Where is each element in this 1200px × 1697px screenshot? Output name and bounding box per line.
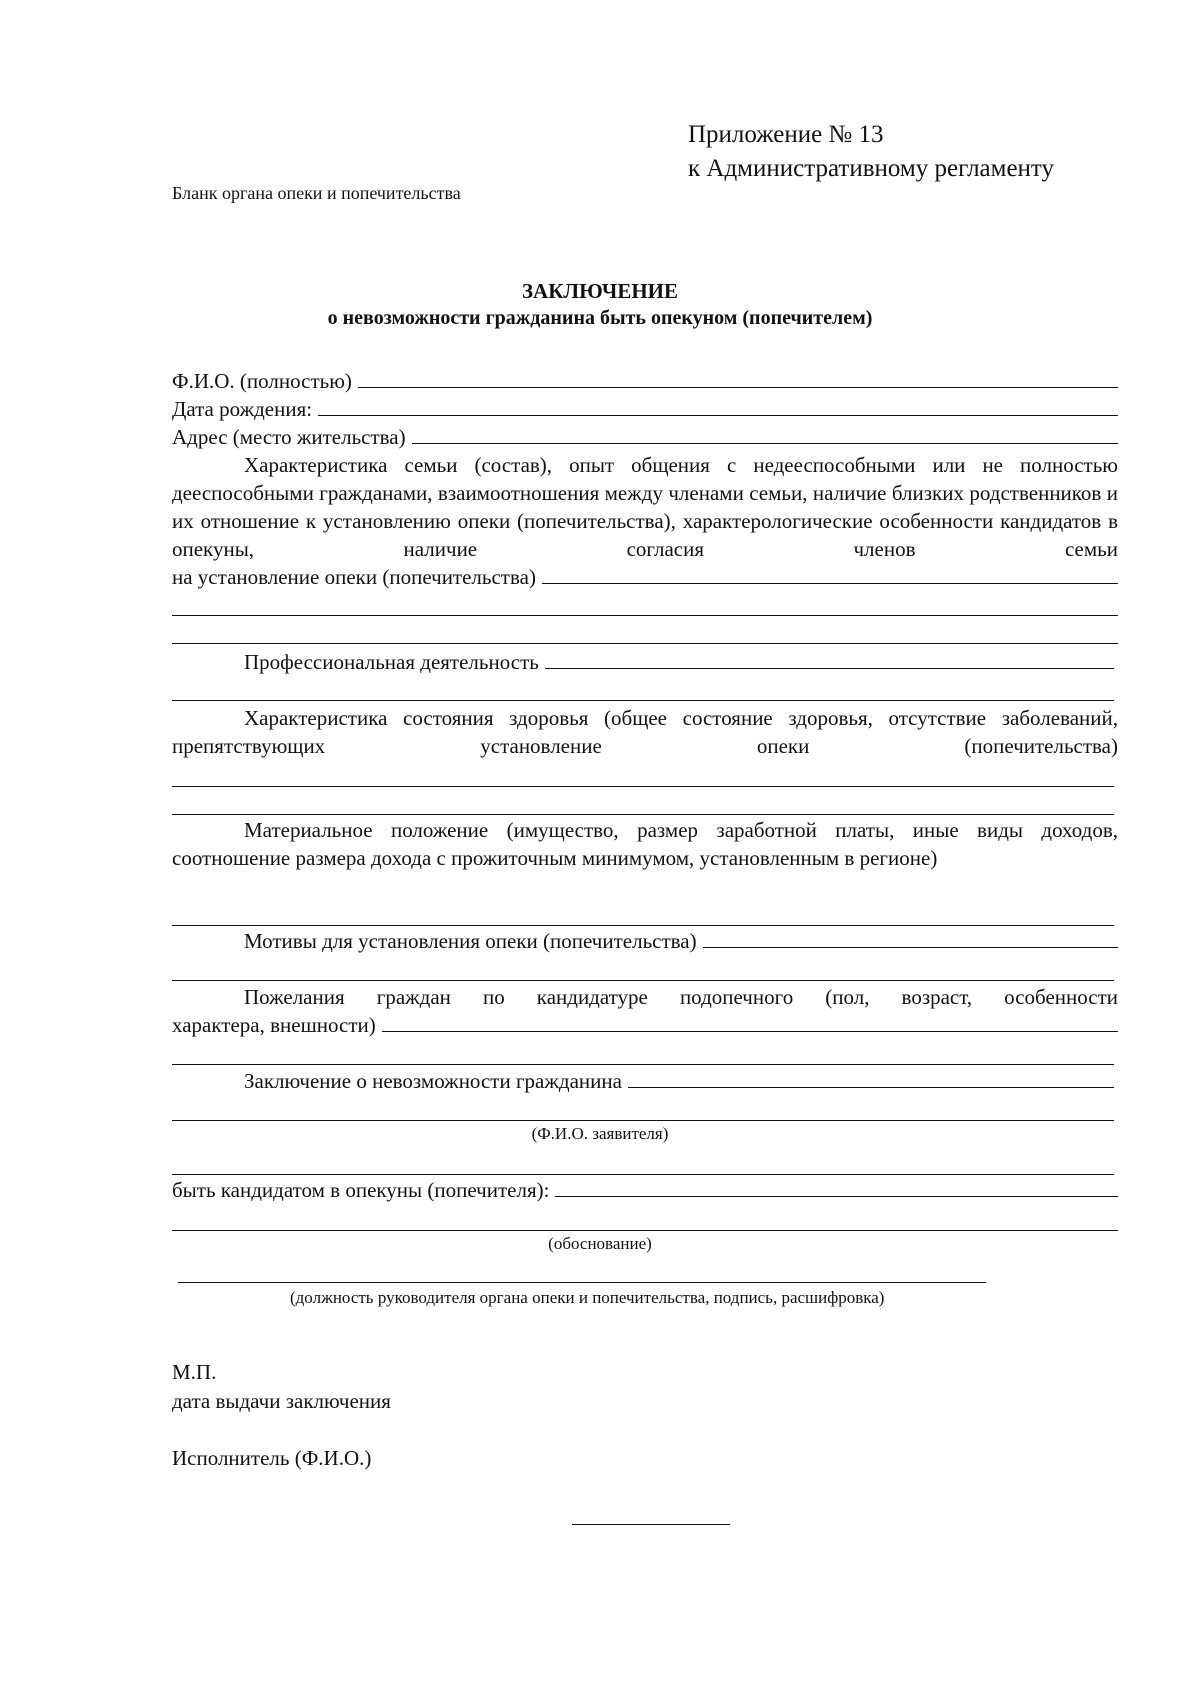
family-last-label: на установление опеки (попечительства) (172, 565, 536, 589)
appendix-number: Приложение № 13 (688, 121, 884, 148)
document-subtitle: о невозможности гражданина быть опекуном (попечителем) (327, 307, 873, 329)
executor-label: Исполнитель (Ф.И.О.) (172, 1446, 372, 1470)
issue-date-label: дата выдачи заключения (172, 1389, 391, 1413)
applicant-caption: (Ф.И.О. заявителя) (531, 1124, 669, 1143)
profession-label: Профессиональная деятельность (244, 650, 539, 674)
footer-divider (572, 1524, 730, 1525)
address-label: Адрес (место жительства) (172, 425, 406, 449)
wishes-line[interactable] (172, 1064, 1114, 1065)
appendix-reference: к Административному регламенту (688, 155, 1055, 182)
birth-date-field[interactable] (318, 397, 1118, 416)
wishes-last-label: характера, внешности) (172, 1013, 376, 1037)
material-text: Материальное положение (имущество, размер заработной платы, иные виды доходов, соотношение размера дохода с прожиточным минимумом, установленным в регионе) (172, 818, 1118, 870)
applicant-line-2[interactable] (172, 1174, 1114, 1175)
family-last-row (172, 563, 1118, 591)
profession-line[interactable] (172, 700, 1114, 701)
health-text: Характеристика состояния здоровья (общее состояние здоровья, отсутствие заболеваний, препятствующих установление опеки (попечительства) (172, 706, 1118, 758)
justification-line[interactable] (172, 1230, 1118, 1231)
stamp-label: М.П. (172, 1360, 217, 1384)
fio-row (172, 367, 1118, 395)
family-characteristic-text: Характеристика семьи (состав), опыт общения с недееспособными или не полностью дееспособными гражданами, взаимоотношения между членами семьи, наличие близких родственников и их отношение к установлению опеки (попечительства), характерологические особенности кандидатов в опекуны, наличие согласия членов семьи (172, 453, 1118, 561)
wishes-text: Пожелания граждан по кандидатуре подопечного (пол, возраст, особенности (244, 985, 1118, 1009)
birth-date-row (172, 395, 1118, 423)
conclusion-label: Заключение о невозможности гражданина (244, 1069, 622, 1093)
fio-field[interactable] (358, 369, 1118, 388)
wishes-field[interactable] (382, 1013, 1118, 1032)
family-line-1[interactable] (172, 615, 1118, 616)
conclusion-row (172, 1067, 1118, 1095)
applicant-line[interactable] (172, 1120, 1114, 1121)
candidate-field[interactable] (555, 1178, 1118, 1197)
family-line-2[interactable] (172, 643, 1118, 644)
conclusion-field[interactable] (628, 1069, 1114, 1088)
motives-row (172, 927, 1118, 955)
material-line[interactable] (172, 925, 1114, 926)
wishes-last-row (172, 1011, 1118, 1039)
motives-label: Мотивы для установления опеки (попечительства) (244, 929, 697, 953)
blank-label: Бланк органа опеки и попечительства (172, 183, 461, 203)
profession-row (172, 648, 1118, 676)
family-field[interactable] (542, 565, 1118, 584)
justification-caption: (обоснование) (548, 1234, 652, 1253)
address-field[interactable] (412, 425, 1118, 444)
birth-date-label: Дата рождения: (172, 397, 313, 421)
motives-line[interactable] (172, 980, 1114, 981)
motives-field[interactable] (703, 929, 1118, 948)
address-row (172, 423, 1118, 451)
signature-caption: (должность руководителя органа опеки и попечительства, подпись, расшифровка) (290, 1288, 885, 1307)
health-line-1[interactable] (172, 786, 1114, 787)
candidate-label: быть кандидатом в опекуны (попечителя): (172, 1178, 550, 1202)
signature-line[interactable] (178, 1282, 986, 1283)
profession-field[interactable] (545, 650, 1114, 669)
candidate-row (172, 1176, 1118, 1204)
fio-label: Ф.И.О. (полностью) (172, 369, 352, 393)
document-title: ЗАКЛЮЧЕНИЕ (521, 279, 679, 303)
health-line-2[interactable] (172, 814, 1114, 815)
